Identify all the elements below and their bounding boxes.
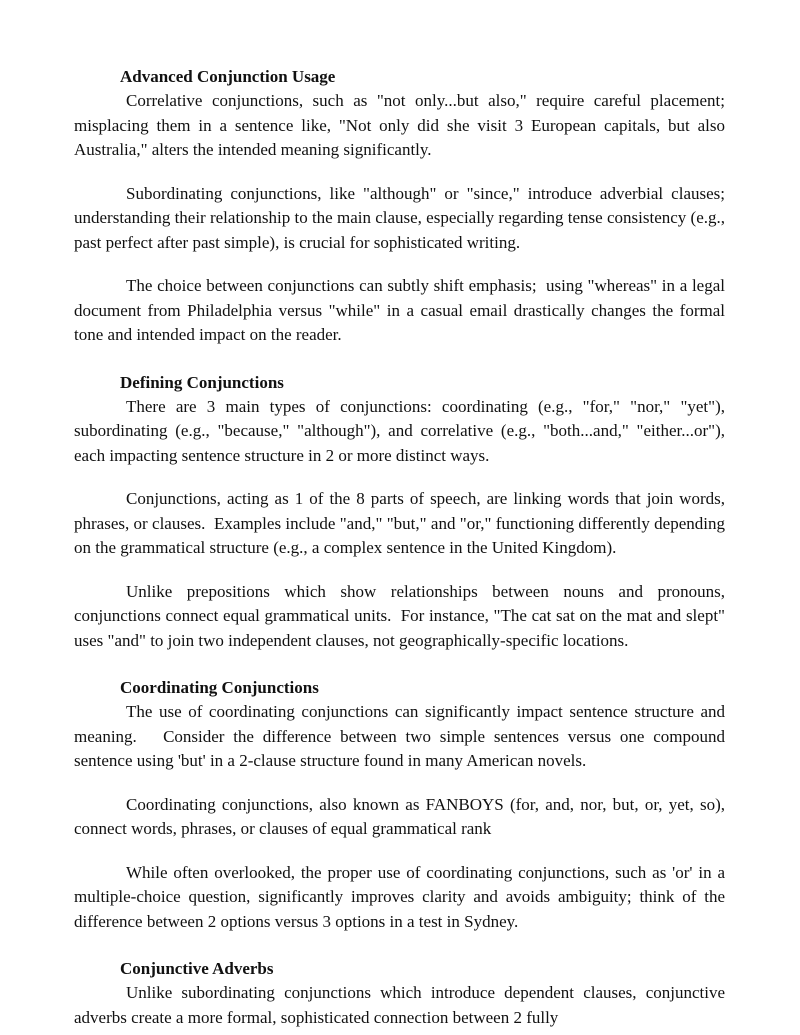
paragraph: The use of coordinating conjunctions can significantly impact sentence structure and meaning. Consider the difference between two simple sentences versus one compound sentence using 'but' in a 2-clause structure found in many American novels. [74, 702, 730, 770]
paragraph: There are 3 main types of conjunctions: coordinating (e.g., "for," "nor," "yet"), subordinating (e.g., "because," "although"), and correlative (e.g., "both...and," "either...or"), each impacting sentence structure in 2 or more distinct ways. [74, 396, 730, 465]
section-conjunctive-adverbs [74, 957, 730, 1030]
section-defining-conjunctions [74, 371, 730, 654]
paragraph: Unlike subordinating conjunctions which introduce dependent clauses, conjunctive adverbs create a more formal, sophisticated connection between 2 fully [74, 983, 730, 1027]
paragraph: Conjunctions, acting as 1 of the 8 parts of speech, are linking words that join words, phrases, or clauses. Examples include "and," "but," and "or," functioning differently depending on the grammatical structure (e.g., a complex sentence in the United Kingdom). [74, 489, 730, 557]
paragraph: Coordinating conjunctions, also known as FANBOYS (for, and, nor, but, or, yet, so), connect words, phrases, or clauses of equal grammatical rank [74, 794, 734, 838]
section-heading: Conjunctive Adverbs [120, 959, 274, 978]
section-heading: Advanced Conjunction Usage [120, 67, 336, 86]
paragraph: While often overlooked, the proper use of coordinating conjunctions, such as 'or' in a multiple-choice question, significantly improves clarity and avoids ambiguity; think of the difference between 2 options versus 3 options in a test in Sydney. [74, 862, 730, 931]
section-advanced-conjunction-usage [74, 65, 734, 348]
section-heading: Defining Conjunctions [120, 372, 284, 392]
paragraph: Correlative conjunctions, such as "not only...but also," require careful placement; misplacing them in a sentence like, "Not only did she visit 3 European capitals, but also Australia," alters the intended meaning significantly. [74, 91, 730, 159]
paragraph: Unlike prepositions which show relationships between nouns and pronouns, conjunctions connect equal grammatical units. For instance, "The cat sat on the mat and slept" uses "and" to join two independent clauses, not geographically-specific locations. [74, 581, 730, 650]
paragraph: The choice between conjunctions can subtly shift emphasis; using "whereas" in a legal document from Philadelphia versus "while" in a casual email drastically changes the formal tone and intended impact on the reader. [74, 276, 730, 344]
section-heading: Coordinating Conjunctions [120, 678, 319, 697]
section-coordinating-conjunctions [74, 676, 734, 934]
paragraph: Subordinating conjunctions, like "although" or "since," introduce adverbial clauses; understanding their relationship to the main clause, especially regarding tense consistency (e.g., past perfect after past simple), is crucial for sophisticated writing. [74, 183, 734, 252]
